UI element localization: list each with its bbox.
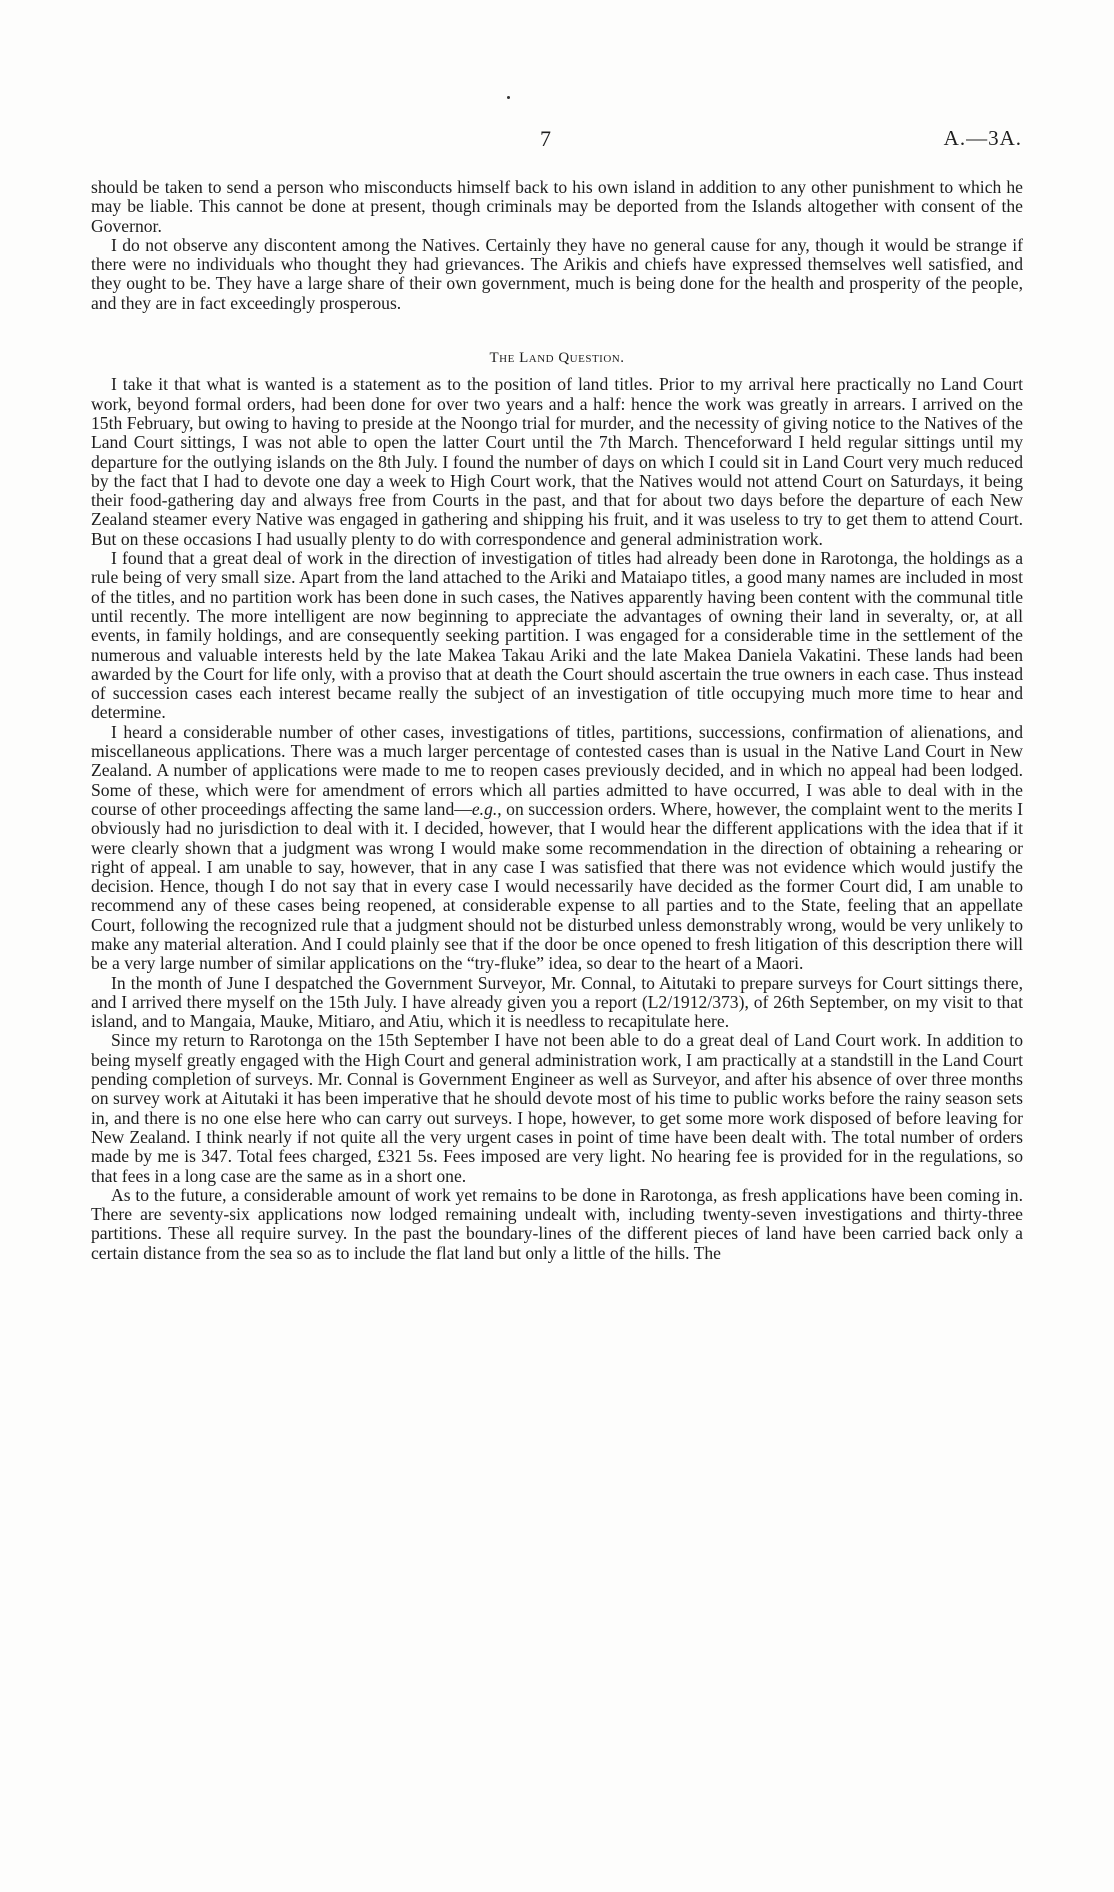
paragraph-other-cases-part-2: , on succession orders. Where, however, the complaint went to the merits I obviously had no jurisdiction to deal with it. I decided, however, that I would hear the different applications with the idea that if it were clearly shown that a judgment was wrong I would make some recommendation in the direction of obtaining a rehearing or right of appeal. I am unable to say, however, that in any case I was satisfied that there was not evidence which would justify the decision. Hence, though I do not say that in every case I would necessarily have decided as the former Court did, I am unable to recommend any of these cases being reopened, at considerable expense to all parties and to the State, feeling that an appellate Court, following the recognized rule that a judgment should not be disturbed unless demonstrably wrong, would be very unlikely to make any material alteration. And I could plainly see that if the door be once opened to fresh litigation of this description there will be a very large number of similar applications on the “try-fluke” idea, so dear to the heart of a Maori.	[91, 798, 1023, 974]
paragraph-investigation: I found that a great deal of work in the direction of investigation of titles had already been done in Rarotonga, the holdings as a rule being of very small size. Apart from the land attached to the Ariki and Mataiapo titles, a good many names are included in most of the titles, and no partition work has been done in such cases, the Natives apparently having been content with the communal title until recently. The more intelligent are now beginning to appreciate the advantages of owning their land in severalty, or, at all events, in family holdings, and are consequently seeking partition. I was engaged for a considerable time in the settlement of the numerous and valuable interests held by the late Makea Takau Ariki and the late Makea Daniela Vakatini. These lands had been awarded by the Court for life only, with a proviso that at death the Court should ascertain the true owners in each case. Thus instead of succession cases each interest became really the subject of an investigation of title occupying much more time to hear and determine.	[91, 548, 1023, 723]
document-reference: A.—3A.	[943, 126, 1022, 150]
paragraph-continued: should be taken to send a person who misconducts himself back to his own island in addition to any other punishment to which he may be liable. This cannot be done at present, though criminals may be deported from the Islands altogether with consent of the Governor.	[91, 177, 1023, 236]
paragraph-aitutaki: In the month of June I despatched the Government Surveyor, Mr. Connal, to Aitutaki to prepare surveys for Court sittings there, and I arrived there myself on the 15th July. I have already given you a report (L2/1912/373), of 26th September, on my visit to that island, and to Mangaia, Mauke, Mitiaro, and Atiu, which it is needless to recapitulate here.	[91, 972, 1023, 1032]
paragraph-land-titles: I take it that what is wanted is a statement as to the position of land titles. Prior to my arrival here practically no Land Court work, beyond formal orders, had been done for over two years and a half: hence the work was greatly in arrears. I arrived on the 15th February, but owing to having to preside at the Noongo trial for murder, and the necessity of giving notice to the Natives of the Land Court sittings, I was not able to open the latter Court until the 7th March. Thenceforward I held regular sittings until my departure for the outlying islands on the 8th July. I found the number of days on which I could sit in Land Court very much reduced by the fact that I had to devote one day a week to High Court work, that the Natives would not attend Court on Saturdays, it being their food-gathering day and always free from Courts in the past, and that for about two days before the departure of each New Zealand steamer every Native was engaged in gathering and shipping his fruit, and it was useless to try to get them to attend Court. But on these occasions I had usually plenty to do with correspondence and general administration work.	[91, 374, 1023, 549]
print-speck	[507, 96, 510, 99]
paragraph-future: As to the future, a considerable amount of work yet remains to be done in Rarotonga, as fresh applications have been coming in. There are seventy-six applications now lodged remaining undealt with, including twenty-seven investigations and thirty-three partitions. These all require survey. In the past the boundary-lines of the different pieces of land have been carried back only a certain distance from the sea so as to include the flat land but only a little of the hills. The	[91, 1184, 1023, 1263]
body-text	[91, 178, 1023, 1263]
section-heading	[91, 349, 1023, 368]
paragraph-return-rarotonga: Since my return to Rarotonga on the 15th September I have not been able to do a great deal of Land Court work. In addition to being myself greatly engaged with the High Court and general administration work, I am practically at a standstill in the Land Court pending completion of surveys. Mr. Connal is Government Engineer as well as Surveyor, and after his absence of over three months on survey work at Aitutaki it has been imperative that he should devote most of his time to public works before the rainy season sets in, and there is no one else here who can carry out surveys. I hope, however, to get some more work disposed of before leaving for New Zealand. I think nearly if not quite all the very urgent cases in point of time have been dealt with. The total number of orders made by me is 347. Total fees charged, £321 5s. Fees imposed are very light. No hearing fee is provided for in the regulations, so that fees in a long case are the same as in a short one.	[91, 1030, 1023, 1186]
page-number: 7	[540, 126, 551, 151]
paragraph-other-cases	[91, 723, 1023, 974]
paragraph-discontent: I do not observe any discontent among the Natives. Certainly they have no general cause for any, though it would be strange if there were no individuals who thought they had grievances. The Arikis and chiefs have expressed themselves well satisfied, and they ought to be. They have a large share of their own government, much is being done for the health and prosperity of the people, and they are in fact exceedingly prosperous.	[91, 234, 1023, 313]
abbreviation-eg: e.g.	[471, 798, 498, 819]
page-header	[0, 126, 1114, 160]
section-heading-text: The Land Question.	[489, 350, 625, 367]
paragraph-other-cases-part-1: I heard a considerable number of other cases, investigations of titles, partitions, successions, confirmation of alienations, and miscellaneous applications. There was a much larger percentage of contested cases than is usual in the Native Land Court in New Zealand. A number of applications were made to me to reopen cases previously decided, and in which no appeal had been lodged. Some of these, which were for amendment of errors which all parties admitted to have occurred, I was able to deal with in the course of other proceedings affecting the same land—	[91, 721, 1023, 819]
